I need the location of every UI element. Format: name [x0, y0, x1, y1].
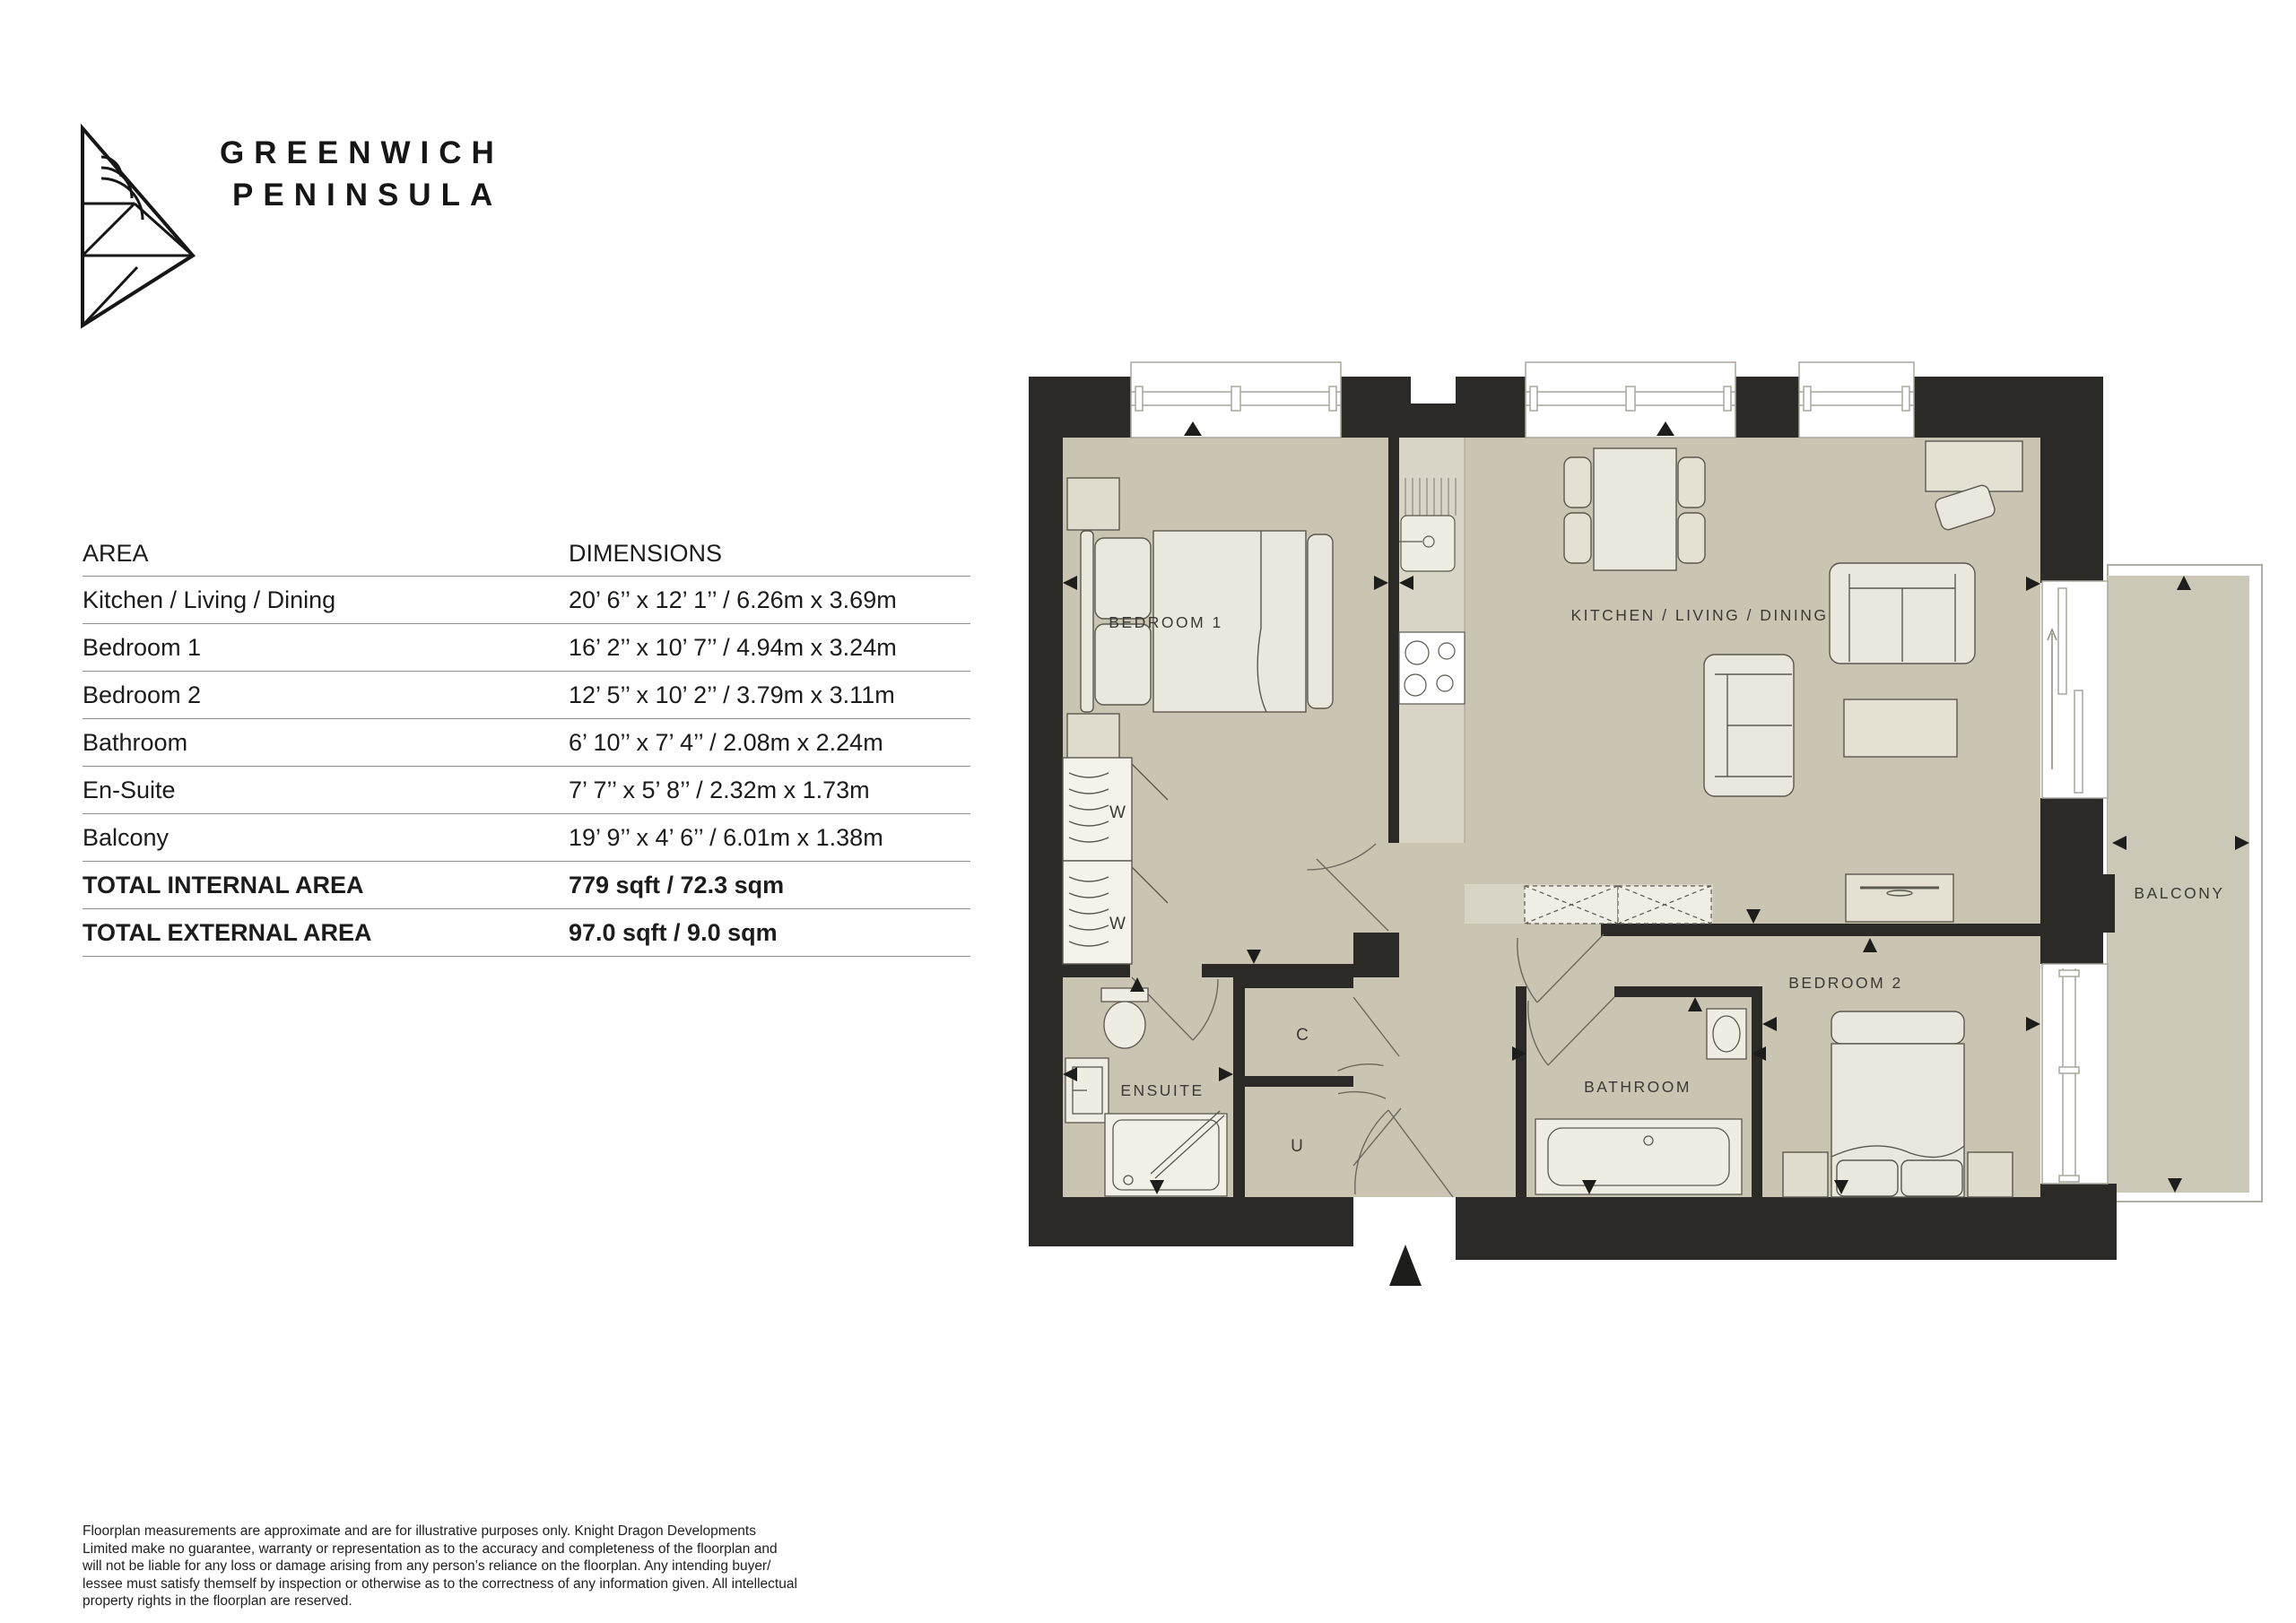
balcony-door — [2042, 581, 2108, 798]
brand-line-2: PENINSULA — [232, 178, 503, 213]
area-cell: Balcony — [83, 823, 170, 851]
shower-icon — [1105, 1111, 1227, 1196]
utility-label: U — [1291, 1137, 1303, 1156]
ensuite-label: ENSUITE — [1120, 1081, 1205, 1099]
window-kitchen-1 — [1526, 362, 1735, 438]
wardrobe-label-1: W — [1109, 803, 1126, 822]
toilet-icon — [1101, 988, 1148, 1048]
window-kitchen-2 — [1799, 362, 1914, 438]
kitchen-living-dining-label: KITCHEN / LIVING / DINING — [1570, 606, 1829, 624]
dimensions-cell: 779 sqft / 72.3 sqm — [569, 871, 785, 898]
brand-line-1: GREENWICH — [220, 135, 504, 170]
bath-icon — [1535, 1119, 1742, 1194]
window-bedroom2 — [2042, 964, 2108, 1184]
entrance-arrow-icon — [1389, 1245, 1422, 1286]
dimensions-cell: 19’ 9’’ x 4’ 6’’ / 6.01m x 1.38m — [569, 823, 883, 851]
bathroom-basin-icon — [1707, 1009, 1746, 1059]
wardrobe-label-2: W — [1109, 915, 1126, 933]
sofa-icon — [1830, 563, 1975, 664]
armchair-icon — [1704, 655, 1794, 796]
bathroom-label: BATHROOM — [1584, 1078, 1692, 1096]
dimensions-cell: 6’ 10’’ x 7’ 4’’ / 2.08m x 2.24m — [569, 728, 883, 756]
balcony-label: BALCONY — [2134, 884, 2225, 902]
dimensions-cell: 16’ 2’’ x 10’ 7’’ / 4.94m x 3.24m — [569, 633, 897, 661]
tv-unit-icon — [1846, 874, 1953, 922]
area-cell: TOTAL EXTERNAL AREA — [83, 918, 372, 946]
area-cell: Bedroom 2 — [83, 681, 202, 708]
basin-icon — [1065, 1058, 1109, 1123]
area-column-header: AREA — [83, 539, 149, 567]
dimensions-cell: 20’ 6’’ x 12’ 1’’ / 6.26m x 3.69m — [569, 586, 897, 613]
disclaimer-line: Limited make no guarantee, warranty or representation as to the accuracy and completeness of the floorplan and — [83, 1541, 778, 1557]
dimensions-column-header: DIMENSIONS — [569, 539, 723, 567]
area-cell: En-Suite — [83, 776, 176, 803]
kitchen-units — [1525, 886, 1711, 924]
window-bedroom1 — [1131, 362, 1341, 438]
balcony — [2108, 565, 2262, 1202]
dimensions-cell: 7’ 7’’ x 5’ 8’’ / 2.32m x 1.73m — [569, 776, 870, 803]
disclaimer-line: will not be liable for any loss or damage arising from any person’s reliance on the floorplan. Any intending buyer/ — [83, 1558, 771, 1574]
area-cell: TOTAL INTERNAL AREA — [83, 871, 364, 898]
area-cell: Bathroom — [83, 728, 188, 756]
hob-icon — [1399, 632, 1465, 704]
disclaimer-text — [83, 1523, 988, 1610]
area-cell: Bedroom 1 — [83, 633, 202, 661]
cupboard-label: C — [1296, 1026, 1309, 1045]
bedroom2-label: BEDROOM 2 — [1788, 974, 1903, 992]
dimensions-cell: 97.0 sqft / 9.0 sqm — [569, 918, 778, 946]
dimensions-cell: 12’ 5’’ x 10’ 2’’ / 3.79m x 3.11m — [569, 681, 895, 708]
area-cell: Kitchen / Living / Dining — [83, 586, 336, 613]
wall-notch — [1411, 377, 1456, 404]
bedroom1-label: BEDROOM 1 — [1109, 613, 1223, 631]
disclaimer-line: property rights in the floorplan are reserved. — [83, 1593, 352, 1609]
disclaimer-line: lessee must satisfy themself by inspection or otherwise as to the correctness of any information given. All intellectual — [83, 1575, 797, 1592]
disclaimer-line: Floorplan measurements are approximate and are for illustrative purposes only. Knight Dragon Developments — [83, 1523, 756, 1539]
